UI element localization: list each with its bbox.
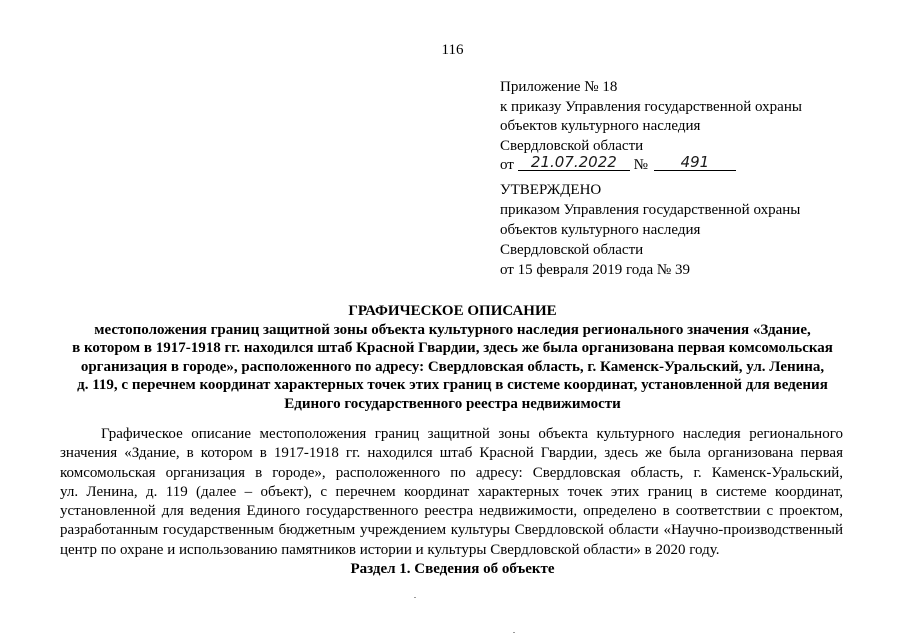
paragraph-line: ул. Ленина, д. 119 (далее – объект), с перечнем координат характерных точек этих границ в системе координат, bbox=[60, 483, 843, 500]
paragraph-line: Графическое описание местоположения границ защитной зоны объекта культурного наследия регионального bbox=[101, 426, 843, 442]
approved-line: объектов культурного наследия bbox=[500, 222, 701, 238]
paragraph-line: установленной для ведения Единого государственного реестра недвижимости, определено в соответствии с проектом, bbox=[60, 503, 843, 520]
number-label: № bbox=[633, 157, 648, 173]
approved-line: Свердловской области bbox=[500, 242, 644, 258]
handwritten-number: 491 bbox=[654, 155, 736, 171]
title-heading: ГРАФИЧЕСКОЕ ОПИСАНИЕ bbox=[348, 303, 557, 319]
appendix-date-number-line bbox=[500, 153, 802, 176]
approved-line: приказом Управления государственной охраны bbox=[500, 202, 801, 218]
paragraph-line: разработанным государственным бюджетным учреждением культуры Свердловской области «Научно-производственный bbox=[60, 522, 843, 539]
section-heading: Раздел 1. Сведения об объекте bbox=[350, 561, 555, 577]
paragraph-line: значения «Здание, в котором в 1917-1918 гг. находился штаб Красной Гвардии, здесь же была организована первая bbox=[60, 445, 843, 462]
appendix-line: Свердловской области bbox=[500, 137, 644, 154]
scan-speck bbox=[513, 632, 515, 633]
title-line: в котором в 1917-1918 гг. находился штаб Красной Гвардии, здесь же была организована первая комсомольская bbox=[72, 340, 833, 357]
paragraph-line: центр по охране и использованию памятников истории и культуры Свердловской области» в 2020 году. bbox=[60, 541, 720, 558]
approved-line: от 15 февраля 2019 года № 39 bbox=[500, 262, 690, 278]
title-line: организация в городе», расположенного по адресу: Свердловская область, г. Каменск-Уральский, ул. Ленина, bbox=[80, 358, 825, 375]
appendix-block bbox=[500, 78, 802, 176]
title-line: Единого государственного реестра недвижимости bbox=[284, 395, 621, 412]
scan-speck bbox=[414, 597, 416, 598]
paragraph-line: комсомольская организация в городе», расположенного по адресу: Свердловская область, г. Каменск-Уральский, bbox=[60, 464, 843, 481]
body-paragraph bbox=[60, 425, 843, 560]
approved-heading: УТВЕРЖДЕНО bbox=[500, 182, 602, 198]
title-line: д. 119, с перечнем координат характерных точек этих границ в системе координат, установленной для ведения bbox=[77, 377, 828, 394]
approved-block bbox=[500, 180, 800, 280]
page-number: 116 bbox=[441, 42, 464, 58]
document-title bbox=[40, 302, 865, 414]
appendix-line: Приложение № 18 bbox=[500, 79, 618, 95]
handwritten-date: 21.07.2022 bbox=[518, 155, 630, 171]
title-line: местоположения границ защитной зоны объекта культурного наследия регионального значения «Здание, bbox=[94, 321, 811, 338]
from-label: от bbox=[500, 157, 514, 173]
appendix-line: к приказу Управления государственной охраны bbox=[500, 98, 802, 115]
appendix-line: объектов культурного наследия bbox=[500, 118, 701, 134]
